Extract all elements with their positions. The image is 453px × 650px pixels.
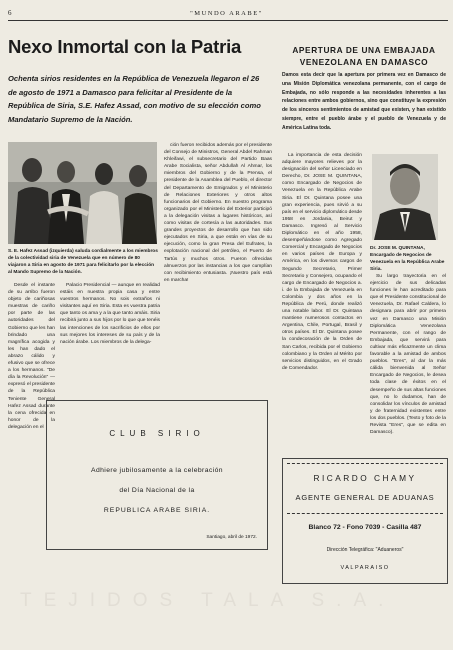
photo-caption: S. E. Hafez Assad (izquierda) saluda cordialmente a los miembros de la colectividad siria de Venezuela que en número de 80 viajaron a Siria en agosto de 1971 para felicitarlo por la elección al Mando Supremo de la Nación. (8, 249, 158, 275)
embassy-headline-line2: VENEZOLANA EN DAMASCO (299, 57, 429, 67)
chamy-city: VALPARAISO (340, 565, 390, 571)
club-line-2: del Día Nacional de la (119, 487, 195, 494)
club-dateline: Santiago, abril de 1972. (206, 535, 257, 540)
embassy-headline (282, 44, 446, 68)
column-c (164, 142, 272, 366)
portrait-caption-name: Dr. JOSE M. QUINTANA, (370, 246, 425, 251)
header-rule (8, 20, 448, 21)
club-line-3: REPUBLICA ARABE SIRIA. (103, 507, 211, 514)
chamy-title: AGENTE GENERAL DE ADUANAS (295, 493, 435, 502)
column-b (60, 282, 160, 366)
group-photo-image (8, 142, 157, 244)
chamy-name: RICARDO CHAMY (313, 473, 417, 483)
column-a-text: Desde el instante de su arribo fueron objeto de cariñosas muestras de cariño por parte de las autoridades del Gobierno que les han brindado una magnífica acogida y les han dado el abrazo cálido y efusivo que se ofrece a los hermanos. "De día la Revolución" — expresó el presidente de la República Teniente General Hafez Assad durante la cena ofrecida en honor de la delegación en el (8, 283, 55, 430)
chamy-ad-mid-border (287, 513, 443, 514)
club-sirio-ad (46, 400, 268, 550)
running-header: "MUNDO ARABE" (190, 10, 263, 17)
club-name: CLUB SIRIO (109, 429, 205, 438)
portrait-photo (372, 154, 438, 240)
column-d-text: La importancia de esta decisión adquiere mayores relieves por la designación del señor Licenciado en Derecho, Dr. JOSE M. QUINTANA, como Encargado de Negocios de Venezuela en la República Arabe Siria. El Dr. Quintana posee una gran experiencia, pues sirvió a su país en el servicio diplomático desde 1958 en Jordania, Beirut y Damasco. Ingresó al Servicio Diplomático en el año 1958, desempeñándose como Agregado Comercial y Encargado de Negocios en varios países de Europa y América, en los diversos cargos de Segundo Secretario, Primer Secretario y Consejero, ocupando el cargo de Encargado de Negocios a. i. de la Embajada de Venezuela en Colombia y dos años en la República de Perú, donde realizó una notable labor. El Dr. Quintana mantiene numerosos contactos en Argentina, Chile, Portugal, Brasil y otros países. El Dr. Quintana posee la condecoración de la Orden de San Carlos, recibida por el Gobierno colombiano y la Orden al Mérito por servicios distinguidos, en el Grado de Comendador. (282, 153, 362, 371)
column-b-text: Palacio Presidencial — aunque en realidad estáis en nuestra propia casa y entre vuestros hermanos. No sois extraños ni visitantes aquí en Siria. Esta es vuestra patria que tanto os ama y a la que tanto amáis. Siria recibirá junto a sus hijos por lo que que tenéis las intenciones de los sacrificios de ellos por sus mejores los intereses de su país y de la nación árabe. Los miembros de la delega- (60, 283, 160, 345)
portrait-caption-role: Encargado de Negocios de Venezuela en la República Arabe Siria. (370, 253, 445, 272)
column-d (282, 152, 362, 456)
column-a (8, 282, 55, 430)
column-e (370, 273, 446, 436)
page-number: 6 (8, 9, 12, 17)
column-e-text: Su largo trayectoria en el ejercicio de sus delicadas funciones le han acreditado para que el Presidente constitucional de Venezuela, Dr. Rafael Caldera, lo designara para abrir por primera vez en Damasco una Misión Diplomática Venezolana Permanente, con el rango de Embajada, que servirá para cultivar más eficazmente un clima favorable a la amistad de ambos pueblos. "Eres", al dar la más cálida bienvenida al Señor Encargado de Negocios, le desea toda clase de éxitos en el desempeño de sus altas funciones que, no lo dudamos, han de consolidar los vínculos de amistad y de fraternidad existentes entre los dos pueblos. (Texto y foto de la Revista "Eres", que se edita en Damasco). (370, 274, 446, 436)
bleed-through-text: TEJIDOS TALA S.A. (20, 590, 396, 611)
embassy-lead-text: Damos esta decir que la apertura por primera vez en Damasco de una Misión Diplomática venezolana permanente, con el cargo de Embajada, no sólo responde a las necesidades inherentes a las relaciones entre ambos gobiernos, sino que constituye la expresión de los sinceros sentimientos de amistad que existen, y han existido siempre, entre el pueblo árabe y el pueblo de Venezuela y de América Latina toda. (282, 72, 446, 131)
column-c-text: ción fueron recibidos además por el presidente del Consejo de Ministros, General Abdel Rahman Khleifawi, el subsecretario del Partido Baas Arabe Socialista, señor Abdullah Al Ahmar, los miembros del Gobierno y de la Prensa, el presidente de la Asamblea del Pueblo, el director del Departamento de Emigrados y el Ministerio de Relaciones Exteriores y otros altos funcionarios del Gobierno. En nuestro programa organizado por el Ministerio del Exterior participó a la delegación visitas a lugares históricos, así como visitas de cortesía a las autoridades. Sus grandes proyectos de desarrollo que han sido ejecutados en Siria, a que están en vías de su ejecución, como la gran Presa del Eufrates, la explotación nacional del petróleo, el Puerto de Tartús y muchos otros. Fueron ofrecidas almuerzos por las instancias a los que cumplían con recibimiento entusiasta. ¡Nuestro país está en marcha! (164, 143, 272, 283)
chamy-ad-top-border (287, 463, 443, 464)
chamy-telegraph: Dirección Telegráfica: "Aduaneros" (326, 547, 404, 553)
article-headline: Nexo Inmortal con la Patria (8, 36, 242, 57)
chamy-address: Blanco 72 - Fono 7039 - Casilla 487 (308, 524, 422, 531)
chamy-ad (282, 458, 448, 584)
embassy-headline-line1: APERTURA DE UNA EMBAJADA (292, 45, 436, 55)
article-deck: Ochenta sirios residentes en la República de Venezuela llegaron el 26 de agosto de 1971 a Damasco para felicitar al Presidente de la República de Siria, S.E. Hafez Assad, con motivo de su elección como Mandatario Supremo de la Nación. (8, 74, 261, 125)
portrait-caption (370, 245, 446, 273)
club-line-1: Adhiere jubilosamente a la celebración (91, 467, 223, 474)
group-photo (8, 142, 157, 244)
embassy-lead (282, 71, 446, 133)
portrait-image (372, 154, 438, 240)
